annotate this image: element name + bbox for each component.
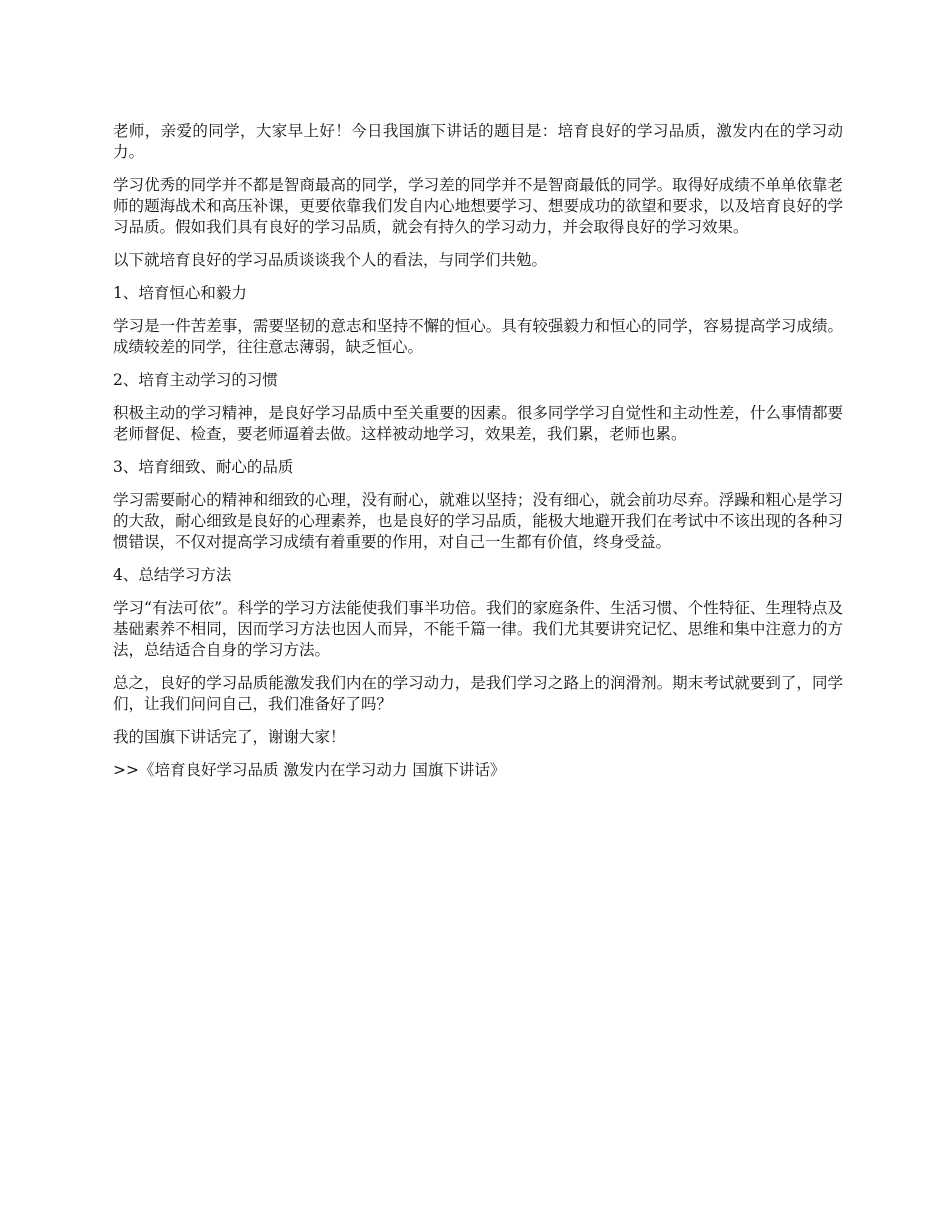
section-body-3: 学习需要耐心的精神和细致的心理，没有耐心，就难以坚持；没有细心，就会前功尽弃。浮躁和粗心是学习的大敌，耐心细致是良好的心理素养，也是良好的学习品质，能极大地避开我们在考试中不该出现的各种习惯错误，不仅对提高学习成绩有着重要的作用，对自己一生都有价值，终身受益。 [113, 491, 843, 551]
section-heading-1: 1、培育恒心和毅力 [113, 284, 247, 302]
section-body-2: 积极主动的学习精神，是良好学习品质中至关重要的因素。很多同学学习自觉性和主动性差，什么事情都要老师督促、检查，要老师逼着去做。这样被动地学习，效果差，我们累，老师也累。 [113, 404, 843, 443]
intro-paragraph: 学习优秀的同学并不都是智商最高的同学，学习差的同学并不是智商最低的同学。取得好成绩不单单依靠老师的题海战术和高压补课，更要依靠我们发自内心地想要学习、想要成功的欲望和要求，以及培育良好的学习品质。假如我们具有良好的学习品质，就会有持久的学习动力，并会取得良好的学习效果。 [113, 176, 843, 236]
section-heading-2: 2、培育主动学习的习惯 [113, 371, 278, 389]
related-article-link[interactable]: >>《培育良好学习品质 激发内在学习动力 国旗下讲话》 [113, 761, 506, 779]
section-heading-3: 3、培育细致、耐心的品质 [113, 458, 294, 476]
document-body [113, 121, 843, 781]
transition-paragraph: 以下就培育良好的学习品质谈谈我个人的看法，与同学们共勉。 [113, 251, 548, 269]
greeting-paragraph: 老师，亲爱的同学，大家早上好！今日我国旗下讲话的题目是：培育良好的学习品质，激发内在的学习动力。 [113, 122, 843, 161]
closing-paragraph: 我的国旗下讲话完了，谢谢大家！ [113, 728, 346, 746]
section-body-1: 学习是一件苦差事，需要坚韧的意志和坚持不懈的恒心。具有较强毅力和恒心的同学，容易提高学习成绩。成绩较差的同学，往往意志薄弱，缺乏恒心。 [113, 317, 843, 356]
conclusion-paragraph: 总之，良好的学习品质能激发我们内在的学习动力，是我们学习之路上的润滑剂。期末考试就要到了，同学们，让我们问问自己，我们准备好了吗？ [113, 674, 843, 713]
section-heading-4: 4、总结学习方法 [113, 566, 232, 584]
section-body-4: 学习“有法可依”。科学的学习方法能使我们事半功倍。我们的家庭条件、生活习惯、个性特征、生理特点及基础素养不相同，因而学习方法也因人而异，不能千篇一律。我们尤其要讲究记忆、思维和集中注意力的方法，总结适合自身的学习方法。 [113, 599, 843, 659]
